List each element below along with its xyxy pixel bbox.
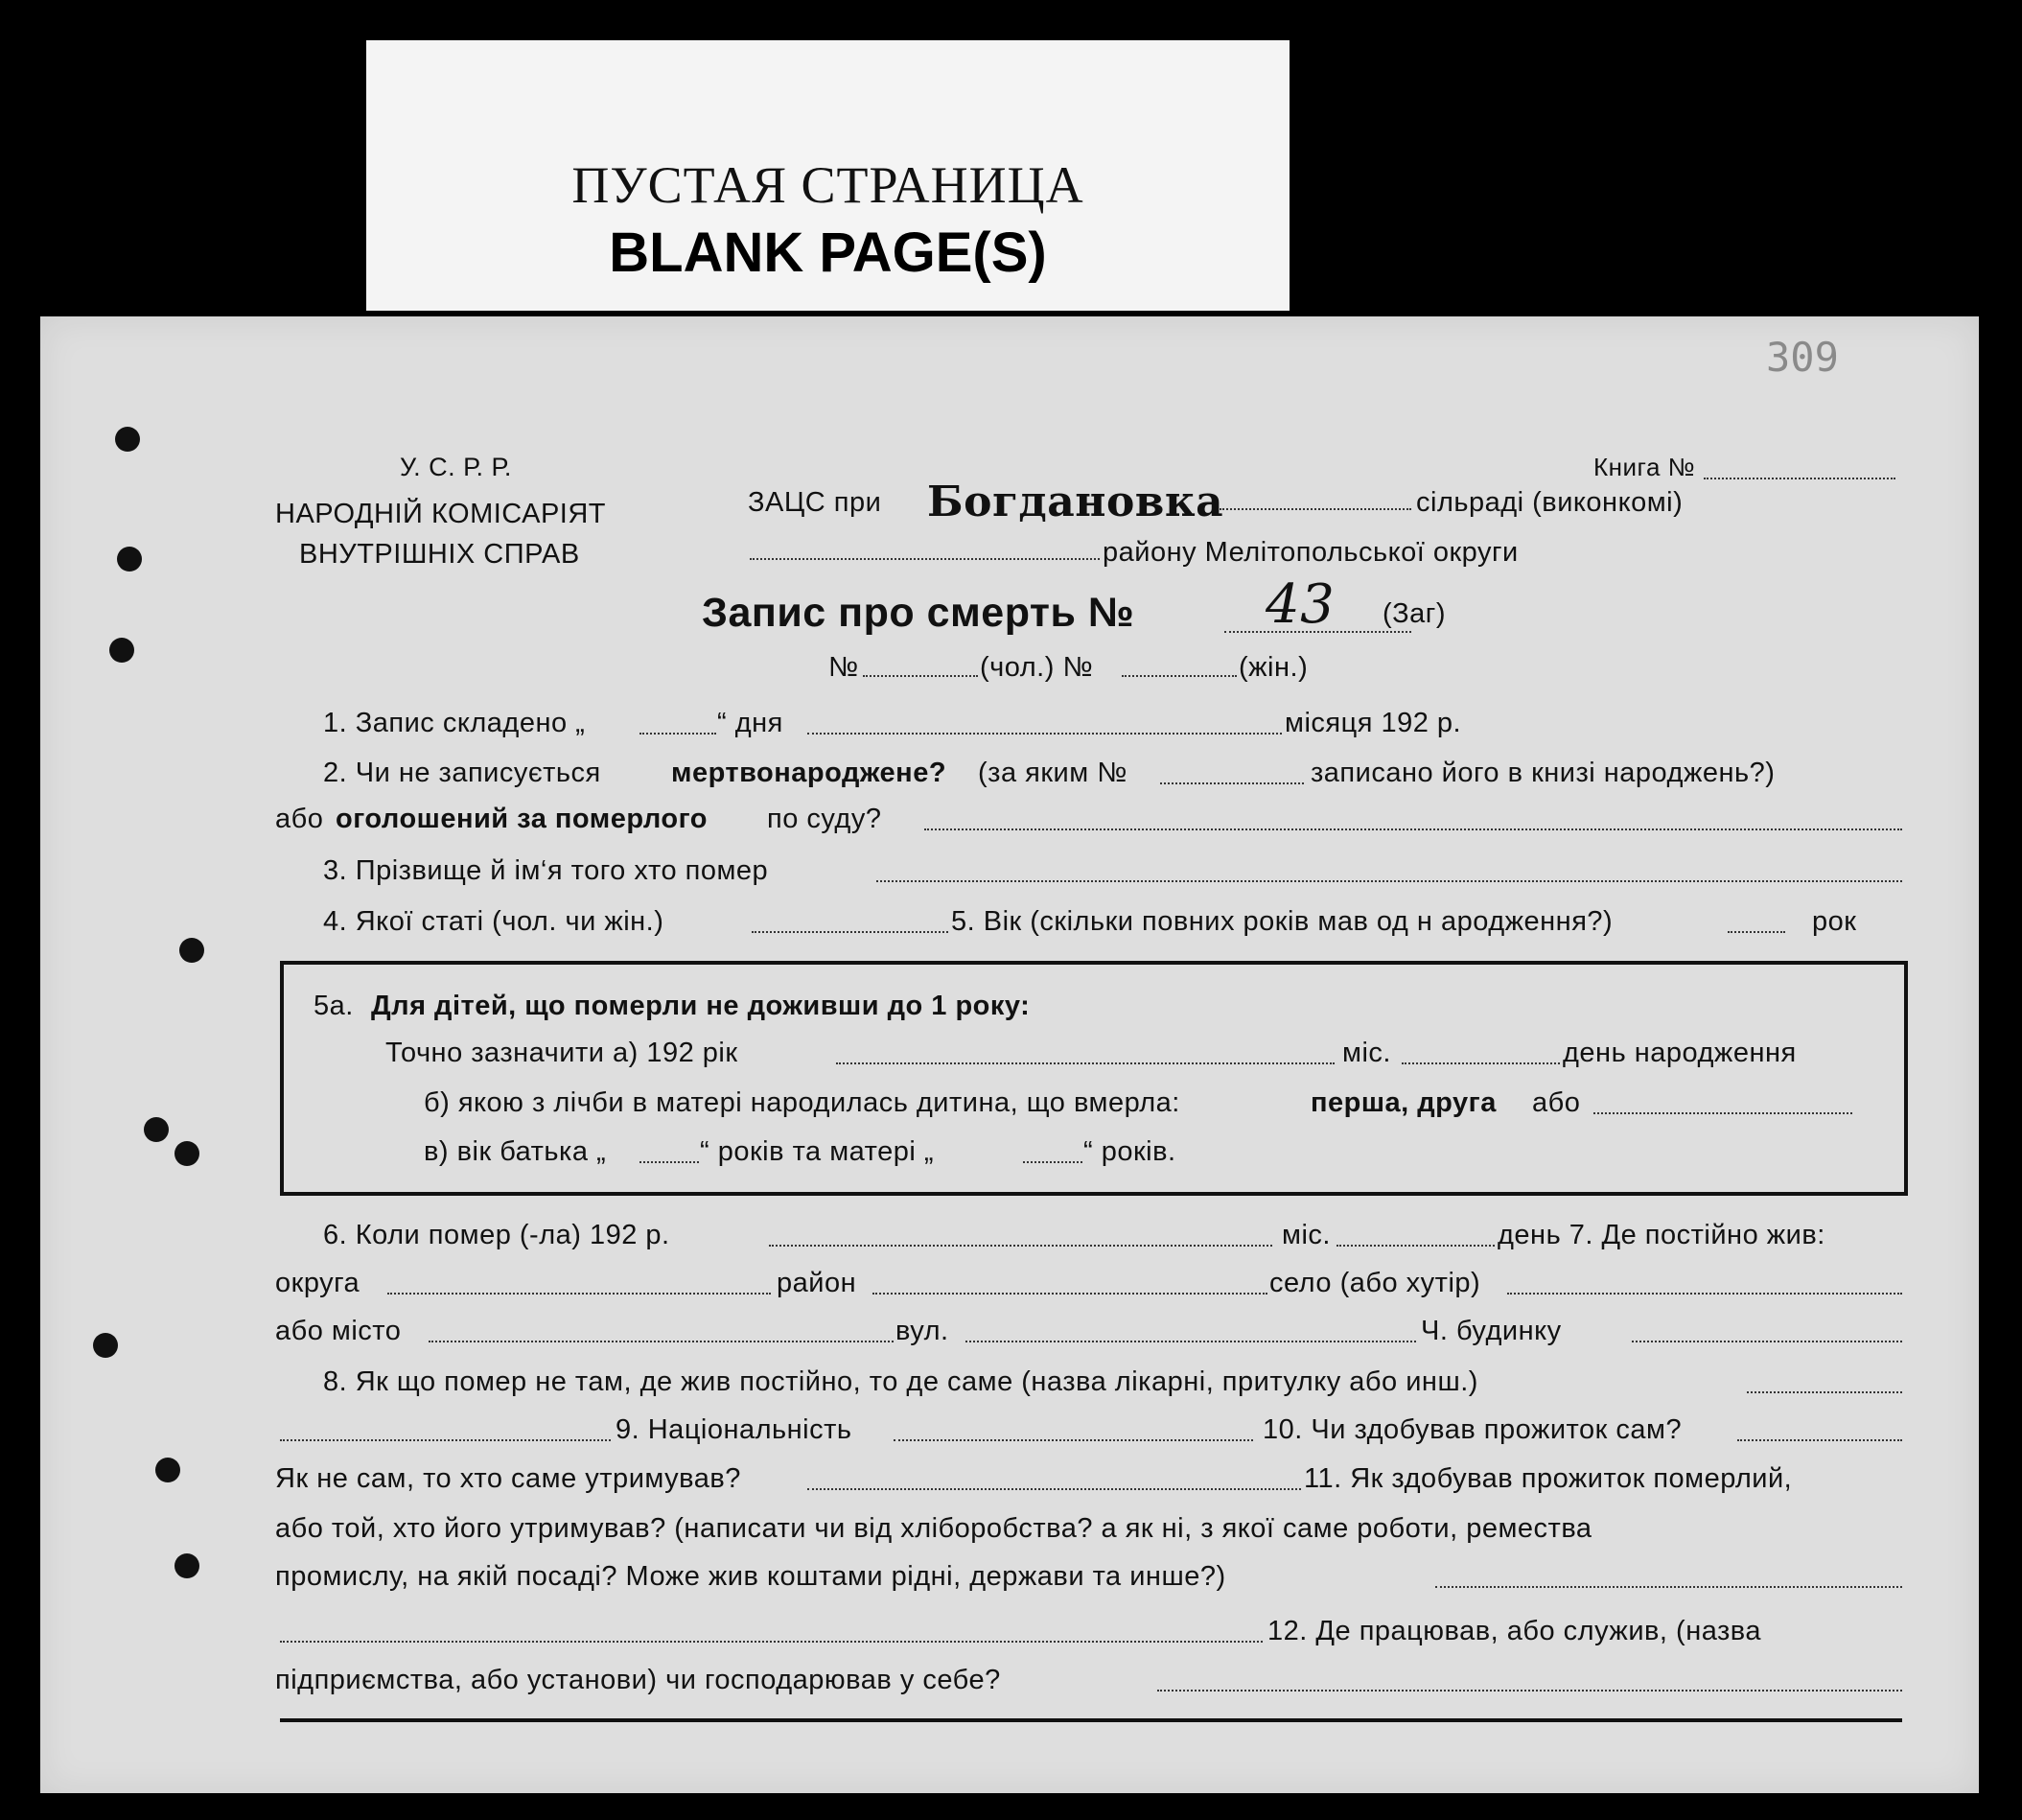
punch-hole [179,938,204,963]
district-field [750,558,1100,560]
q8-label: 8. Як що помер не там, де жив постійно, то де саме (назва лікарні, притулку або инш.) [323,1366,1478,1397]
male-female-label: (чол.) № [980,652,1094,683]
record-number-field [1224,631,1411,633]
punch-hole [174,1141,199,1166]
book-number-field [1704,478,1895,479]
q12-label: 12. Де працював, або служив, (назва [1267,1616,1762,1646]
q5a-number: 5а. [314,991,354,1021]
street-field [965,1341,1416,1342]
q6-year-field [769,1245,1272,1247]
q5a-month-label: міс. [1342,1038,1391,1068]
q8-field [1747,1391,1902,1393]
rayon-field [872,1293,1267,1295]
q12-field [1157,1690,1902,1692]
male-no-label: № [828,652,859,683]
q6-label: 6. Коли помер (-ла) 192 р. [323,1220,670,1250]
q9-field [894,1439,1253,1441]
ussr-label: У. С. Р. Р. [400,453,512,481]
rayon-label: район [777,1268,857,1298]
q11c-text: промислу, на якій посаді? Може жив коштами рідні, держави та инше?) [275,1561,1226,1592]
q5a-birth-order-field [1593,1112,1852,1114]
q10-field [1737,1439,1902,1441]
punch-hole [155,1458,180,1482]
q11b-text: або той, хто його утримував? (написати чи від хліборобства? а як ні, з якої саме роботи, ремества [275,1513,1592,1544]
blank-page-label [366,40,1290,311]
q5a-c-years: “ років. [1083,1136,1176,1167]
q4-label: 4. Якої статі (чол. чи жін.) [323,906,664,937]
punch-hole [117,547,142,572]
record-number-handwritten: 43 [1266,573,1336,636]
q2-number-field [1160,782,1304,784]
q10b-field [807,1488,1301,1490]
q2-registered-label: записано його в книзі народжень?) [1311,758,1776,788]
q5a-b-options: перша, друга [1311,1087,1497,1118]
q6-q7-label: день 7. Де постійно жив: [1498,1220,1825,1250]
q5a-mother-age-field [1023,1161,1082,1163]
q5a-c-mother: “ років та матері „ [700,1136,935,1167]
death-record-form [40,316,1979,1793]
q5a-b-or: або [1532,1087,1581,1118]
punch-hole [174,1553,199,1578]
female-number-field [1122,675,1237,677]
q3-name-field [876,880,1902,882]
q11-field-cont [280,1641,1263,1643]
punch-hole [93,1333,118,1358]
internal-affairs-label: ВНУТРІШНІХ СПРАВ [299,539,580,570]
bottom-rule [280,1718,1902,1722]
district-label: району Мелітопольської округи [1103,537,1519,568]
house-label: Ч. будинку [1421,1316,1562,1346]
q5a-year-field [836,1062,1335,1064]
village-council-label: сільраді (виконкомі) [1416,487,1684,518]
zags-label: ЗАЦС при [748,487,882,518]
okruha-field [387,1293,771,1295]
q1-month-label: місяця 192 р. [1285,708,1462,738]
male-number-field [863,675,978,677]
q2-court-field [924,828,1902,830]
q5-label: 5. Вік (скільки повних років мав од н ародження?) [951,906,1614,937]
q2-stillborn: мертвонароджене? [671,758,947,788]
q2-or: або [275,804,324,834]
q5a-month-field [1402,1062,1560,1064]
q6-month-label: міс. [1282,1220,1331,1250]
selo-field [1507,1293,1902,1295]
folio-number: 309 [1766,334,1839,381]
q5-age-field [1728,931,1785,933]
q2-declared-dead: оголошений за померлого [336,804,708,834]
misto-label: або місто [275,1316,402,1346]
street-label: вул. [895,1316,949,1346]
zag-label: (Заг) [1383,598,1447,629]
okruha-label: округа [275,1268,360,1298]
misto-field [429,1341,894,1342]
house-field [1632,1341,1902,1342]
q2-label: 2. Чи не записується [323,758,601,788]
book-number-label: Книга № [1593,453,1696,481]
punch-hole [115,427,140,452]
q5a-c-father: в) вік батька „ [424,1136,607,1167]
q2-court: по суду? [767,804,882,834]
q9-label: 9. Національність [616,1414,852,1445]
village-name-stamp: Богдановка [927,478,1224,526]
q12b-text: підприємства, або установи) чи господарював у себе? [275,1665,1001,1695]
q1-day-label: “ дня [717,708,783,738]
q8-field-cont [280,1439,611,1441]
q5a-birthday-label: день народження [1563,1038,1797,1068]
q1-month-field [807,733,1282,735]
q4-sex-field [752,931,948,933]
blank-page-en: BLANK PAGE(S) [609,222,1047,284]
village-field [1220,508,1411,510]
selo-label: село (або хутір) [1269,1268,1481,1298]
q11-field [1435,1586,1902,1588]
q5-unit: рок [1812,906,1857,937]
commissariat-label: НАРОДНІЙ КОМІСАРІЯТ [275,499,606,529]
q6-month-field [1336,1245,1495,1247]
q10-label: 10. Чи здобував прожиток сам? [1263,1414,1683,1445]
punch-hole [109,638,134,663]
q1-day-field [639,733,716,735]
q1-label: 1. Запис складено „ [323,708,586,738]
form-title: Запис про смерть № [702,590,1135,636]
q5a-heading: Для дітей, що померли не доживши до 1 року: [371,991,1031,1021]
female-label: (жін.) [1239,652,1309,683]
q5a-a-label: Точно зазначити а) 192 рік [385,1038,738,1068]
q3-label: 3. Прізвище й ім‘я того хто помер [323,855,769,886]
blank-page-ru: ПУСТАЯ СТРАНИЦА [571,156,1084,214]
q5a-father-age-field [639,1161,699,1163]
q2-number-label: (за яким № [978,758,1127,788]
q5a-b-label: б) якою з лічби в матері народилась дитина, що вмерла: [424,1087,1180,1118]
punch-hole [144,1117,169,1142]
q10b-label: Як не сам, то хто саме утримував? [275,1463,741,1494]
q11-label: 11. Як здобував прожиток померлий, [1304,1463,1793,1494]
